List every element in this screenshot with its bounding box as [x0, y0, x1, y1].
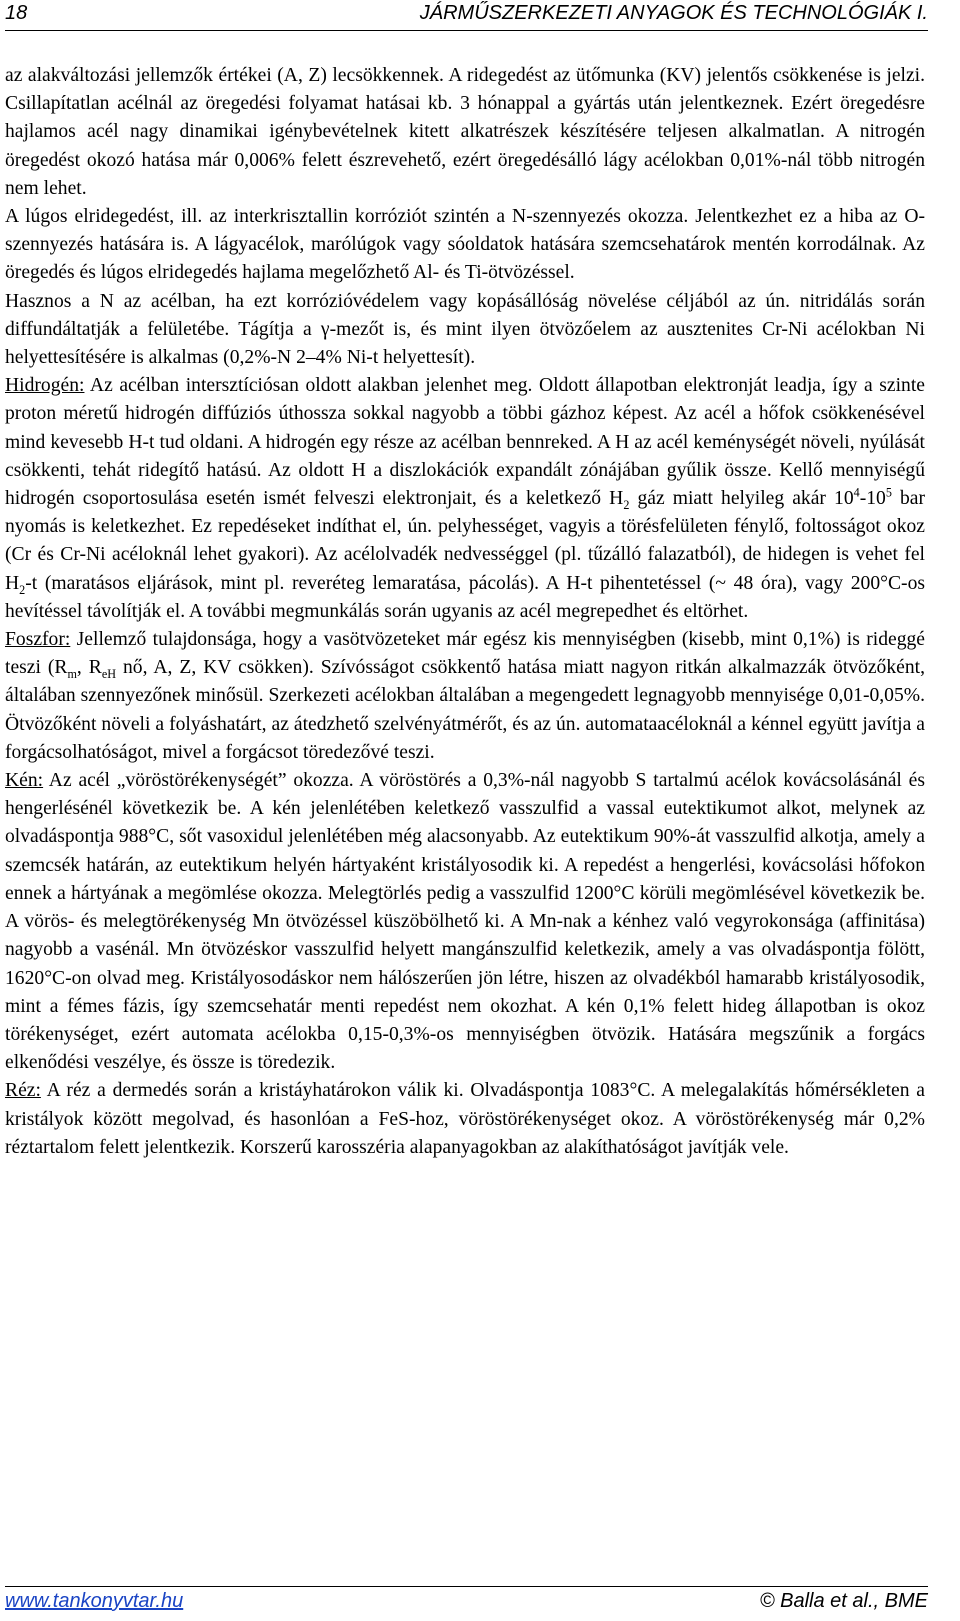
paragraph-phosphorus — [5, 626, 925, 767]
heading-sulfur: Kén: — [5, 770, 44, 792]
header-rule — [5, 30, 928, 31]
footer-credit: © Balla et al., BME — [759, 1590, 928, 1612]
paragraph-caustic-embrittlement: A lúgos elridegedést, ill. az interkrisztallin korróziót szintén a N-szennyezés okozza. Jelentkezhet ez a hiba az O-szennyezés hatására is. A lágyacélok, marólúgok vagy sóoldatok hatására szemcsehatárok mentén korrodálnak. Az öregedés és lúgos elridegedés hajlama megelőzhető Al- és Ti-ötvözéssel. — [5, 206, 925, 284]
paragraph-copper — [5, 1077, 925, 1162]
phosphorus-text-b: , R — [76, 657, 102, 679]
hydrogen-text-b: gáz miatt helyileg akár 10 — [629, 488, 854, 510]
page-number: 18 — [5, 2, 28, 24]
paragraph-aging: az alakváltozási jellemzők értékei (A, Z) lecsökkennek. A ridegedést az ütőmunka (KV) jelentős csökkenése is jelzi. Csillapítatlan acélnál az öregedési folyamat hatásai kb. 3 hónappal a gyártás után jelentkeznek. Ezért öregedésre hajlamos acél nagy dinamikai igénybevételnek kitett alkatrészek készítésére teljesen alkalmatlan. A nitrogén öregedést okozó hatása már 0,006% felett észrevehető, ezért öregedésálló lágy acélokban 0,01%-nál több nitrogén nem lehet. — [5, 65, 925, 199]
heading-phosphorus: Foszfor: — [5, 629, 71, 651]
heading-copper: Réz: — [5, 1080, 41, 1102]
hydrogen-text-e: -t (maratásos eljárások, mint pl. reveréteg lemaratása, pácolás). A H-t pihentetéssel (~ 48 óra), vagy 200°C-os hevítéssel távolítják el. A további megmunkálás során ugyanis az acél megrepedhet és eltörhet. — [5, 572, 925, 622]
page-body — [5, 62, 925, 1162]
paragraph-nitriding: Hasznos a N az acélban, ha ezt korrózióvédelem vagy kopásállóság növelése céljából az ún. nitridálás során diffundáltatják a felületébe. Tágítja a γ-mezőt is, és mint ilyen ötvözőelem az ausztenites Cr-Ni acélokban Ni helyettesítésére is alkalmas (0,2%-N 2–4% Ni-t helyettesít). — [5, 290, 925, 369]
footer-rule — [5, 1586, 928, 1587]
running-title: JÁRMŰSZERKEZETI ANYAGOK ÉS TECHNOLÓGIÁK I. — [419, 2, 928, 24]
hydrogen-text-d: bar nyomás is keletkezhet. Ez repedéseket indíthat el, ún. pelyhességet, vagyis a törésfelületen fénylő, foltosságot okoz (Cr és Cr-Ni acéloknál lehet gyakori). Az acélolvadék nedvességgel (pl. tűzálló falazatból), de hidegen is vehet fel H — [5, 488, 925, 594]
heading-hydrogen: Hidrogén: — [5, 375, 85, 397]
phosphorus-sub-2: eH — [101, 667, 117, 682]
hydrogen-sub-1: 2 — [623, 497, 630, 512]
hydrogen-sup-2: 5 — [885, 485, 892, 500]
hydrogen-sup-1: 4 — [853, 485, 860, 500]
paragraph-hydrogen — [5, 372, 925, 626]
phosphorus-sub-1: m — [67, 667, 77, 682]
sulfur-text: Az acél „vöröstörékenységét” okozza. A vöröstörés a 0,3%-nál nagyobb S tartalmú acélok kovácsolásánál és hengerlésénél következik be. A kén jelenlétében keletkező vasszulfid a vassal eutektikumot alkot, melynek az olvadáspontja 988°C, sőt vasoxidul jelenlétében még alacsonyabb. Az eutektikum 90%-át vasszulfid alkotja, amely a szemcsék határán, az eutektikum helyén hártyaként kristályosodik ki. A repedést a hengerlési, kovácsolási hőfokon ennek a hártyának a megömlése okozza. Melegtörlés pedig a vasszulfid 1200°C körüli megömlésével következik be. A vörös- és melegtörékenység Mn ötvözéssel küszöbölhető ki. A Mn-nak a kénhez való vegyrokonsága (affinitása) nagyobb a vasénál. Mn ötvözéskor vasszulfid helyett mangánszulfid keletkezik, amely a vas olvadáspontja fölött, 1620°C-on olvad meg. Kristályosodáskor nem hálószerűen jön létre, hiszen az olvadékból hamarabb kristályosodik, mint a fémes fázis, így szemcsehatár menti repedést nem okozhat. A kén 0,1% felett hideg állapotban is okoz törékenységet, ezért automata acélokba 0,15-0,3%-os mennyiségben ötvözik. Hatására megszűnik a forgács elkenődési veszélye, és össze is töredezik. — [5, 770, 925, 1074]
footer-website-link[interactable]: www.tankonyvtar.hu — [5, 1590, 184, 1612]
page-footer — [0, 1586, 960, 1616]
hydrogen-sub-2: 2 — [19, 582, 26, 597]
phosphorus-text-a: Jellemző tulajdonsága, hogy a vasötvözeteket már egész kis mennyiségben (kisebb, mint 0,1%) is rideggé teszi (R — [5, 629, 925, 679]
paragraph-sulfur — [5, 767, 925, 1077]
hydrogen-text-c: -10 — [859, 488, 886, 510]
copper-text: A réz a dermedés során a kristáyhatárokon válik ki. Olvadáspontja 1083°C. A melegalakítás hőmérsékleten a kristályok között megolvad, és hasonlóan a FeS-hoz, vöröstörékenységet okoz. A vöröstörékenység már 0,2% réztartalom felett jelentkezik. Korszerű karosszéria alapanyagokban az alakíthatóságot javítják vele. — [5, 1080, 925, 1158]
page-header — [0, 0, 960, 36]
hydrogen-text-a: Az acélban intersztíciósan oldott alakban jelenhet meg. Oldott állapotban elektronját leadja, így a szinte proton méretű hidrogén diffúziós úthossza sokkal nagyobb a többi gázhoz képest. Az acél a hőfok csökkenésével mind kevesebb H-t tud oldani. A hidrogén egy része az acélban bennreked. A H az acél keménységét növeli, nyúlását csökkenti, tehát ridegítő hatású. Az oldott H a diszlokációk expandált zónájában gyűlik össze. Kellő mennyiségű hidrogén csoportosulása esetén ismét felveszi elektronjait, és a keletkező H — [5, 375, 925, 510]
phosphorus-text-c: nő, A, Z, KV csökken). Szívósságot csökkentő hatása miatt nagyon ritkán alkalmazzák ötvözőként, általában szennyezőnek minősül. Szerkezeti acélokban általában a megengedett legnagyobb mennyisége 0,01-0,05%. Ötvözőként növeli a folyáshatárt, az átedzhető szelvényátmérőt, és az ún. automataacéloknál a kénnel együtt javítja a forgácsolhatóságot, mivel a forgácsot töredezővé teszi. — [5, 657, 925, 763]
